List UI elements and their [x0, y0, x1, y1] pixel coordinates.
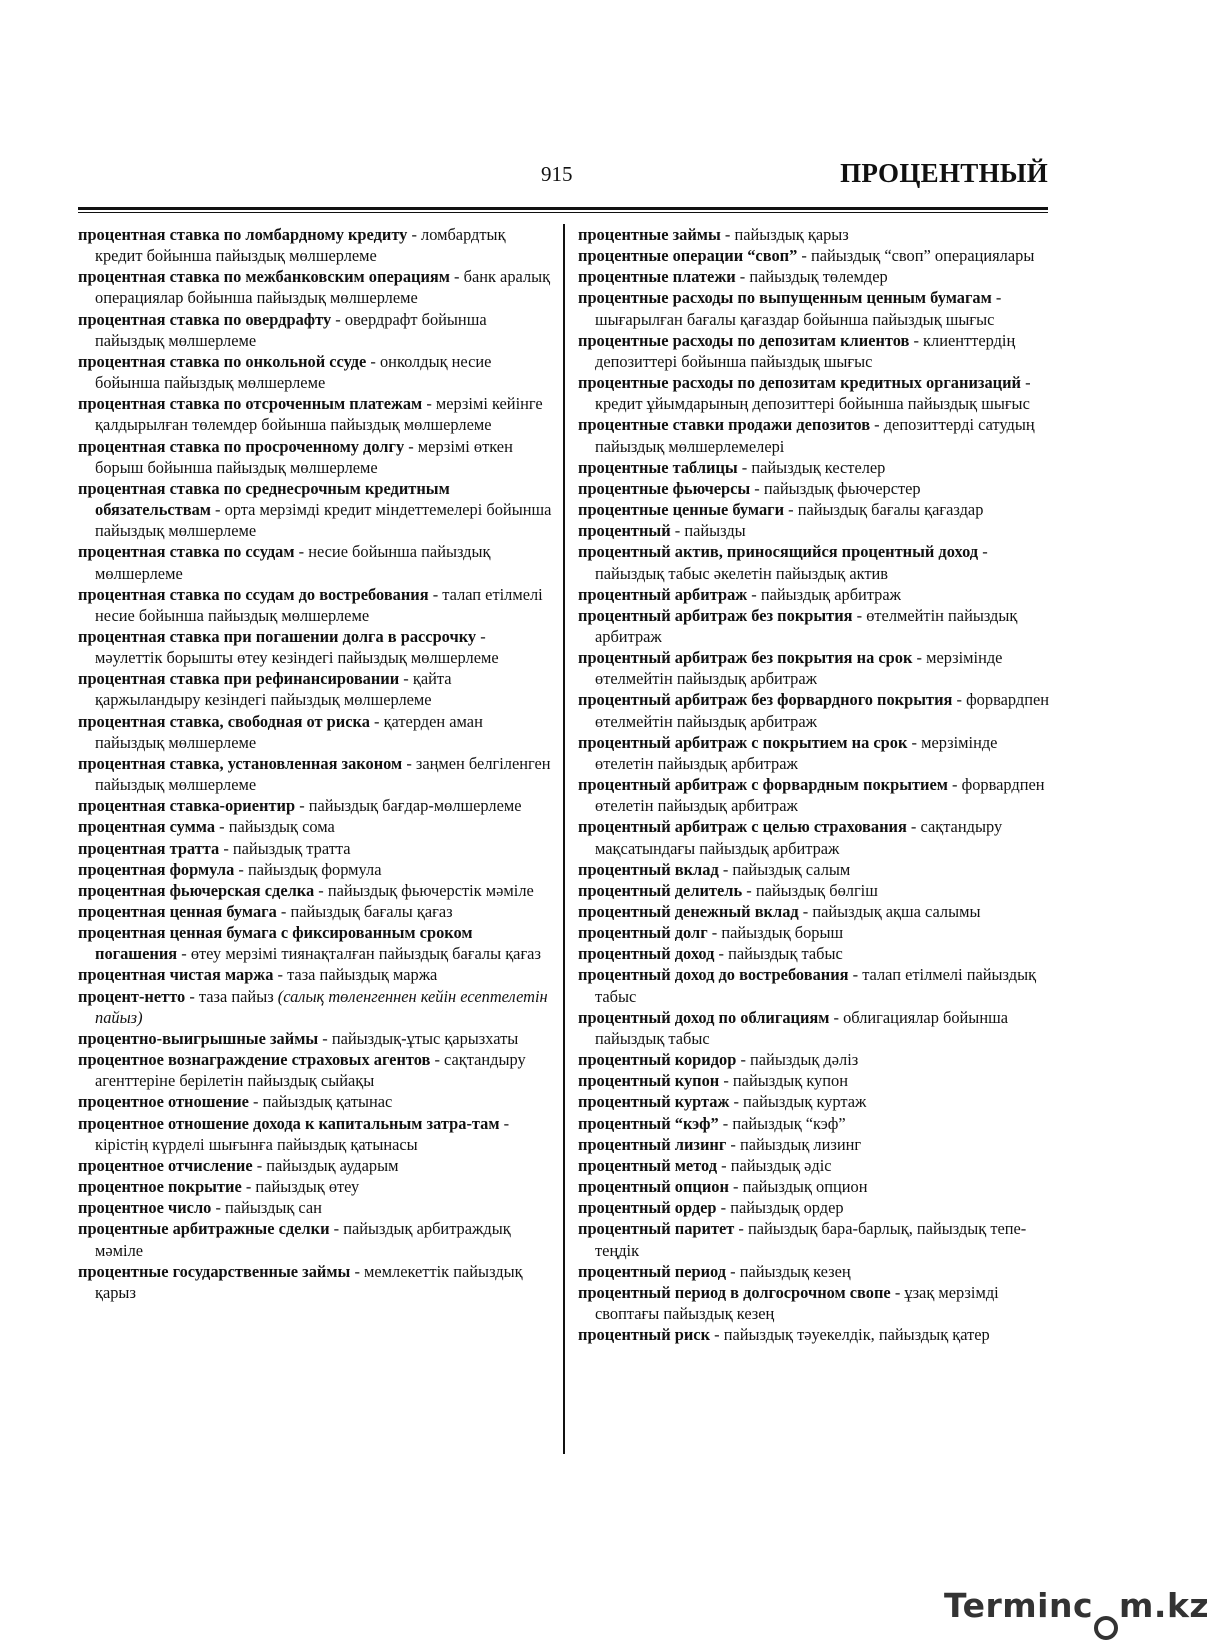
entry-term: процентная сумма [78, 817, 216, 837]
entry-definition: пайыздық төлемдер [749, 267, 888, 287]
entry-definition: пайыздық қатынас [262, 1092, 393, 1112]
dictionary-entry: процентное отношение дохода к капитальным затра-там - кірістің күрделі шығынға пайыздық қатынасы [78, 1113, 510, 1154]
dictionary-entry: процентные государственные займы - мемлекеттік пайыздық қарыз [78, 1261, 523, 1302]
dictionary-entry: процентный доход по облигациям - облигациялар бойынша пайыздық табыс [578, 1007, 1008, 1048]
entry-term: процентные расходы по выпущенным ценным бумагам [578, 288, 992, 308]
dictionary-entry: процентно-выигрышные займы - пайыздық-ұтыс қарызхаты [78, 1028, 519, 1048]
dictionary-entry: процентные ставки продажи депозитов - депозиттерді сатудың пайыздық мөлшерлемелері [578, 415, 1035, 456]
entry-term: процентная ставка по овердрафту [78, 309, 332, 329]
running-head: ПРОЦЕНТНЫЙ [840, 158, 1048, 188]
entry-term: процентный арбитраж с форвардным покрытием [578, 775, 948, 795]
entry-definition: ломбардтық кредит бойынша пайыздық мөлшерлеме [95, 225, 506, 266]
dictionary-entry: процентный доход - пайыздық табыс [578, 944, 843, 964]
dictionary-entry: процентный вклад - пайыздық салым [578, 859, 851, 879]
entry-term: процент-нетто [78, 986, 186, 1006]
dictionary-entry: процентные расходы по депозитам клиентов - клиенттердің депозиттері бойынша пайыздық шығыс [578, 330, 1016, 371]
entry-term: процентная ставка по межбанковским операциям [78, 267, 450, 287]
dictionary-entry: процентная ставка по среднесрочным кредитным обязательствам - орта мерзімді кредит міндеттемелері бойынша пайыздық мөлшерлеме [78, 478, 552, 541]
dictionary-entry: процентная ставка по овердрафту - овердрафт бойынша пайыздық мөлшерлеме [78, 309, 487, 350]
column-divider [563, 224, 565, 1454]
entry-term: процентная ставка по онкольной ссуде [78, 351, 367, 371]
entry-term: процентный “кэф” [578, 1113, 719, 1133]
entry-term: процентная ставка по просроченному долгу [78, 436, 405, 456]
entry-definition: кредит ұйымдарының депозиттері бойынша пайыздық шығыс [595, 394, 1030, 414]
entry-term: процентные операции “своп” [578, 246, 798, 266]
entry-definition: пайыздық тратта [232, 838, 351, 858]
dictionary-entry: процентный паритет - пайыздық бара-барлық, пайыздық тепе-теңдік [578, 1219, 1027, 1260]
dictionary-entry: процентная чистая маржа - таза пайыздық маржа [78, 965, 438, 985]
entry-term: процентная ставка при погашении долга в рассрочку [78, 626, 477, 646]
entry-definition: пайыздық тәуекелдік, пайыздық қатер [723, 1325, 990, 1345]
left-column [78, 224, 552, 1303]
entry-definition: пайыздық ордер [730, 1198, 844, 1218]
entry-term: процентный период в долгосрочном свопе [578, 1282, 891, 1302]
entry-term: процентные расходы по депозитам кредитных организаций [578, 373, 1022, 393]
dictionary-entry: процентный долг - пайыздық борыш [578, 923, 844, 943]
dictionary-entry: процентный арбитраж без покрытия на срок - мерзімінде өтелмейтін пайыздық арбитраж [578, 648, 1003, 689]
entry-definition: пайыздық салым [732, 859, 851, 879]
entry-term: процентный арбитраж без форвардного покрытия [578, 690, 953, 710]
entry-definition: клиенттердің депозиттері бойынша пайыздық шығыс [595, 330, 1016, 371]
dictionary-entry: процентные расходы по выпущенным ценным бумагам - шығарылған бағалы қағаздар бойынша пайыздық шығыс [578, 288, 1002, 329]
entry-definition: форвардпен өтелетін пайыздық арбитраж [595, 775, 1045, 816]
entry-term: процентные арбитражные сделки [78, 1219, 330, 1239]
header-rule-thick [78, 207, 1048, 210]
entry-definition: орта мерзімді кредит міндеттемелері бойынша пайыздық мөлшерлеме [95, 500, 552, 541]
dictionary-entry: процентная ставка по межбанковским операциям - банк аралық операциялар бойынша пайыздық мөлшерлеме [78, 267, 551, 308]
entry-term: процентный арбитраж с покрытием на срок [578, 732, 908, 752]
dictionary-entry: процентная ставка по ссудам до востребования - талап етілмелі несие бойынша пайыздық мөлшерлеме [78, 584, 543, 625]
entry-term: процентное отношение [78, 1092, 249, 1112]
entry-term: процентная ставка, свободная от риска [78, 711, 370, 731]
entry-definition: пайыздық-ұтыс қарызхаты [331, 1028, 519, 1048]
dictionary-entry: процентная фьючерская сделка - пайыздық фьючерстік мәміле [78, 880, 534, 900]
entry-term: процентный опцион [578, 1177, 729, 1197]
entry-term: процентный доход до востребования [578, 965, 849, 985]
entry-term: процентная ценная бумага с фиксированным сроком погашения [78, 923, 473, 964]
dictionary-entry: процентная ставка, свободная от риска - қатерден аман пайыздық мөлшерлеме [78, 711, 483, 752]
entry-term: процентная ставка по ссудам до востребования [78, 584, 429, 604]
entry-definition: пайыздық лизинг [739, 1134, 862, 1154]
watermark-ring-icon [1094, 1616, 1118, 1640]
entry-definition: сақтандыру агенттеріне берілетін пайыздық сыйақы [95, 1050, 526, 1091]
dictionary-entry: процентный арбитраж с форвардным покрытием - форвардпен өтелетін пайыздық арбитраж [578, 775, 1045, 816]
entry-definition: пайыздық “своп” операциялары [810, 246, 1035, 266]
page-number: 915 [541, 162, 573, 186]
entry-term: процентная ставка, установленная законом [78, 753, 403, 773]
entry-definition: облигациялар бойынша пайыздық табыс [595, 1007, 1008, 1048]
entry-term: процентный делитель [578, 880, 743, 900]
dictionary-entry: процентный арбитраж - пайыздық арбитраж [578, 584, 901, 604]
entry-definition: депозиттерді сатудың пайыздық мөлшерлемелері [595, 415, 1035, 456]
entry-term: процентный арбитраж без покрытия [578, 605, 853, 625]
dictionary-entry: процентная ставка по ссудам - несие бойынша пайыздық мөлшерлеме [78, 542, 491, 583]
entry-term: процентные фьючерсы [578, 478, 751, 498]
dictionary-entry: процентные расходы по депозитам кредитных организаций - кредит ұйымдарының депозиттері бойынша пайыздық шығыс [578, 373, 1031, 414]
dictionary-entry: процентный денежный вклад - пайыздық ақша салымы [578, 902, 981, 921]
entry-term: процентное вознаграждение страховых агентов [78, 1050, 431, 1070]
entry-definition: пайыздық бағалы қағаз [290, 902, 453, 921]
entry-definition: пайыздық қарыз [734, 225, 849, 244]
entry-definition: форвардпен өтелмейтін пайыздық арбитраж [595, 690, 1050, 731]
entry-term: процентный [578, 521, 671, 541]
dictionary-entry: процентное вознаграждение страховых агентов - сақтандыру агенттеріне берілетін пайыздық сыйақы [78, 1050, 526, 1091]
entry-definition: кірістің күрделі шығынға пайыздық қатынасы [95, 1134, 418, 1154]
entry-definition: пайыздық бара-барлық, пайыздық тепе-теңдік [595, 1219, 1027, 1260]
entry-term: процентный арбитраж [578, 584, 748, 604]
entry-term: процентная ценная бумага [78, 902, 277, 921]
entry-term: процентные расходы по депозитам клиентов [578, 330, 910, 350]
entry-definition: пайызды [684, 521, 746, 541]
entry-term: процентный период [578, 1261, 727, 1281]
entry-term: процентный лизинг [578, 1134, 727, 1154]
dictionary-entry: процентный период в долгосрочном свопе - ұзақ мерзімді своптағы пайыздық кезең [578, 1282, 999, 1323]
dictionary-entry: процентные займы - пайыздық қарыз [578, 225, 849, 244]
entry-term: процентный коридор [578, 1050, 737, 1070]
dictionary-entry: процентный ордер - пайыздық ордер [578, 1198, 844, 1218]
dictionary-entry: процентный куртаж - пайыздық куртаж [578, 1092, 867, 1112]
entry-term: процентный вклад [578, 859, 719, 879]
dictionary-entry: процентный период - пайыздық кезең [578, 1261, 851, 1281]
entry-term: процентный доход по облигациям [578, 1007, 830, 1027]
entry-definition: таза пайыздық маржа [287, 965, 438, 985]
entry-definition: пайыздық фьючерстік мәміле [327, 880, 534, 900]
entry-definition: өтеу мерзімі тиянақталған пайыздық бағалы қағаз [190, 944, 541, 964]
entry-definition: пайыздық сан [225, 1198, 322, 1218]
entry-definition: пайыздық опцион [742, 1177, 868, 1197]
entry-term: процентная ставка по среднесрочным кредитным обязательствам [78, 478, 450, 520]
entry-definition: ұзақ мерзімді своптағы пайыздық кезең [595, 1282, 999, 1323]
entry-term: процентная формула [78, 859, 235, 879]
entry-definition: онколдық несие бойынша пайыздық мөлшерлеме [95, 351, 492, 393]
dictionary-entry: процентный арбитраж с покрытием на срок - мерзімінде өтелетін пайыздық арбитраж [578, 732, 998, 773]
entry-definition: пайыздық аударым [266, 1155, 399, 1175]
entry-definition: пайыздық “кэф” [732, 1113, 846, 1133]
entry-definition: пайыздық арбитраж [760, 584, 901, 604]
entry-definition: пайыздық сома [228, 817, 335, 837]
entry-definition: мемлекеттік пайыздық қарыз [95, 1261, 523, 1302]
entry-definition: пайыздық куртаж [743, 1092, 867, 1112]
entry-definition: пайыздық бағалы қағаздар [797, 500, 984, 520]
entry-term: процентный купон [578, 1071, 720, 1091]
dictionary-entry: процентная ценная бумага - пайыздық бағалы қағаз [78, 902, 453, 921]
dictionary-entry: процентный арбитраж с целью страхования - сақтандыру мақсатындағы пайыздық арбитраж [578, 817, 1003, 858]
dictionary-entry: процентная тратта - пайыздық тратта [78, 838, 351, 858]
dictionary-entry: процентная ставка, установленная законом - заңмен белгіленген пайыздық мөлшерлеме [78, 753, 551, 795]
entry-term: процентная ставка-ориентир [78, 796, 296, 816]
dictionary-entry: процентный опцион - пайыздық опцион [578, 1177, 868, 1197]
entry-term: процентно-выигрышные займы [78, 1028, 319, 1048]
entry-term: процентный паритет [578, 1219, 735, 1239]
entry-definition: пайыздық арбитраждық мәміле [95, 1219, 511, 1260]
entry-definition: талап етілмелі несие бойынша пайыздық мөлшерлеме [95, 584, 543, 625]
entry-definition: қайта қаржыландыру кезіндегі пайыздық мөлшерлеме [95, 669, 452, 710]
dictionary-entry: процентный риск - пайыздық тәуекелдік, пайыздық қатер [578, 1325, 990, 1345]
entry-definition: пайыздық борыш [721, 923, 844, 943]
entry-term: процентный денежный вклад [578, 902, 799, 921]
dictionary-entry: процентный лизинг - пайыздық лизинг [578, 1134, 862, 1154]
header-rule-thin [78, 212, 1048, 213]
entry-definition: пайыздық кестелер [751, 457, 886, 477]
dictionary-entry: процент-нетто - таза пайыз (салық төленгеннен кейін есептелетін пайыз) [78, 986, 548, 1027]
entry-term: процентный риск [578, 1325, 711, 1345]
entry-definition: пайыздық өтеу [255, 1177, 360, 1197]
entry-definition: заңмен белгіленген пайыздық мөлшерлеме [95, 753, 551, 795]
entry-term: процентная фьючерская сделка [78, 880, 315, 900]
dictionary-entry: процентная ставка при рефинансировании - қайта қаржыландыру кезіндегі пайыздық мөлшерлеме [78, 669, 452, 710]
entry-definition: пайыздық фьючерстер [763, 478, 921, 498]
dictionary-entry: процентный коридор - пайыздық дәліз [578, 1050, 859, 1070]
entry-term: процентные таблицы [578, 457, 738, 477]
entry-term: процентное отношение дохода к капитальным затра-там [78, 1113, 500, 1133]
dictionary-entry: процентная ставка при погашении долга в рассрочку - мәулеттік борышты өтеу кезіндегі пайыздық мөлшерлеме [78, 626, 499, 668]
entry-definition: сақтандыру мақсатындағы пайыздық арбитраж [595, 817, 1003, 858]
entry-term: процентная ставка при рефинансировании [78, 669, 400, 689]
entry-definition: пайыздық дәліз [750, 1050, 859, 1070]
dictionary-entry: процентный актив, приносящийся процентный доход - пайыздық табыс әкелетін пайыздық актив [578, 542, 988, 583]
dictionary-entry: процентная сумма - пайыздық сома [78, 817, 335, 837]
entry-term: процентные займы [578, 225, 721, 244]
entry-term: процентные государственные займы [78, 1261, 351, 1281]
entry-definition: пайыздық бөлгіш [755, 880, 878, 900]
entry-definition: пайыздық кезең [739, 1261, 851, 1281]
dictionary-entry: процентная ставка по онкольной ссуде - онколдық несие бойынша пайыздық мөлшерлеме [78, 351, 492, 393]
dictionary-entry: процентная ценная бумага с фиксированным сроком погашения - өтеу мерзімі тиянақталған пайыздық бағалы қағаз [78, 923, 541, 964]
entry-definition: мерзімі өткен борыш бойынша пайыздық мөлшерлеме [95, 436, 513, 477]
entry-definition: пайыздық әдіс [730, 1155, 832, 1175]
entry-term: процентный куртаж [578, 1092, 730, 1112]
entry-definition: талап етілмелі пайыздық табыс [595, 965, 1037, 1006]
entry-term: процентный арбитраж без покрытия на срок [578, 648, 913, 668]
entry-definition: пайыздық бағдар-мөлшерлеме [308, 796, 522, 816]
entry-definition: өтелмейтін пайыздық арбитраж [595, 605, 1018, 646]
entry-definition: банк аралық операциялар бойынша пайыздық мөлшерлеме [95, 267, 551, 308]
dictionary-entry: процентные таблицы - пайыздық кестелер [578, 457, 886, 477]
dictionary-entry: процентный “кэф” - пайыздық “кэф” [578, 1113, 846, 1133]
entry-term: процентный арбитраж с целью страхования [578, 817, 907, 837]
entry-definition: мерзімінде өтелетін пайыздық арбитраж [595, 732, 998, 773]
dictionary-entry: процентный - пайызды [578, 521, 746, 541]
dictionary-entry: процентная ставка по отсроченным платежам - мерзімі кейінге қалдырылған төлемдер бойынша пайыздық мөлшерлеме [78, 394, 543, 435]
entry-definition: шығарылған бағалы қағаздар бойынша пайыздық шығыс [595, 309, 995, 329]
dictionary-entry: процентное покрытие - пайыздық өтеу [78, 1177, 360, 1197]
dictionary-entry: процентный арбитраж без форвардного покрытия - форвардпен өтелмейтін пайыздық арбитраж [578, 690, 1050, 731]
dictionary-entry: процентные арбитражные сделки - пайыздық арбитраждық мәміле [78, 1219, 511, 1260]
right-column [578, 224, 1054, 1345]
dictionary-entry: процентный делитель - пайыздық бөлгіш [578, 880, 878, 900]
dictionary-entry: процентная ставка-ориентир - пайыздық бағдар-мөлшерлеме [78, 796, 522, 816]
dictionary-entry: процентная формула - пайыздық формула [78, 859, 382, 879]
entry-term: процентные платежи [578, 267, 736, 287]
entry-term: процентная ставка по отсроченным платежам [78, 394, 423, 414]
entry-definition: пайыздық ақша салымы [812, 902, 981, 921]
entry-term: процентные ставки продажи депозитов [578, 415, 871, 435]
entry-term: процентная тратта [78, 838, 220, 858]
entry-term: процентная ставка по ломбардному кредиту [78, 225, 408, 244]
entry-definition: мәулеттік борышты өтеу кезіндегі пайыздық мөлшерлеме [95, 648, 499, 668]
entry-note: (салық төленгеннен кейін есептелетін пайыз) [95, 986, 548, 1027]
entry-definition: пайыздық табыс [728, 944, 843, 964]
entry-term: процентный ордер [578, 1198, 717, 1218]
dictionary-entry: процентные фьючерсы - пайыздық фьючерстер [578, 478, 921, 498]
dictionary-entry: процентное число - пайыздық сан [78, 1198, 322, 1218]
entry-term: процентная чистая маржа [78, 965, 274, 985]
entry-term: процентные ценные бумаги [578, 500, 785, 520]
entry-definition: пайыздық купон [732, 1071, 848, 1091]
entry-definition: пайыздық табыс әкелетін пайыздық актив [595, 563, 889, 583]
entry-term: процентный доход [578, 944, 715, 964]
dictionary-entry: процентное отчисление - пайыздық аударым [78, 1155, 399, 1175]
dictionary-entry: процентный арбитраж без покрытия - өтелмейтін пайыздық арбитраж [578, 605, 1018, 646]
entry-term: процентное число [78, 1198, 212, 1218]
entry-term: процентный актив, приносящийся процентный доход [578, 542, 979, 562]
entry-definition: қатерден аман пайыздық мөлшерлеме [95, 711, 483, 752]
dictionary-entry: процентный метод - пайыздық әдіс [578, 1155, 832, 1175]
entry-term: процентное отчисление [78, 1155, 253, 1175]
dictionary-entry: процентное отношение - пайыздық қатынас [78, 1092, 393, 1112]
dictionary-entry: процентный доход до востребования - талап етілмелі пайыздық табыс [578, 965, 1037, 1006]
entry-definition: несие бойынша пайыздық мөлшерлеме [95, 542, 491, 583]
entry-term: процентная ставка по ссудам [78, 542, 295, 562]
entry-definition: овердрафт бойынша пайыздық мөлшерлеме [95, 309, 487, 350]
dictionary-entry: процентная ставка по просроченному долгу - мерзімі өткен борыш бойынша пайыздық мөлшерлеме [78, 436, 513, 477]
dictionary-entry: процентный купон - пайыздық купон [578, 1071, 848, 1091]
entry-term: процентное покрытие [78, 1177, 242, 1197]
dictionary-entry: процентные операции “своп” - пайыздық “своп” операциялары [578, 246, 1035, 266]
entry-definition: мерзімінде өтелмейтін пайыздық арбитраж [595, 648, 1003, 689]
entry-definition: таза пайыз [198, 986, 274, 1006]
entry-definition: пайыздық формула [247, 859, 382, 879]
dictionary-entry: процентные платежи - пайыздық төлемдер [578, 267, 888, 287]
dictionary-entry: процентная ставка по ломбардному кредиту - ломбардтық кредит бойынша пайыздық мөлшерлеме [78, 225, 506, 266]
entry-definition: мерзімі кейінге қалдырылған төлемдер бойынша пайыздық мөлшерлеме [95, 394, 543, 435]
dictionary-entry: процентные ценные бумаги - пайыздық бағалы қағаздар [578, 500, 984, 520]
entry-term: процентный метод [578, 1155, 718, 1175]
entry-term: процентный долг [578, 923, 708, 943]
termincom-watermark-logo: Terminc m.kz [944, 1586, 1209, 1640]
